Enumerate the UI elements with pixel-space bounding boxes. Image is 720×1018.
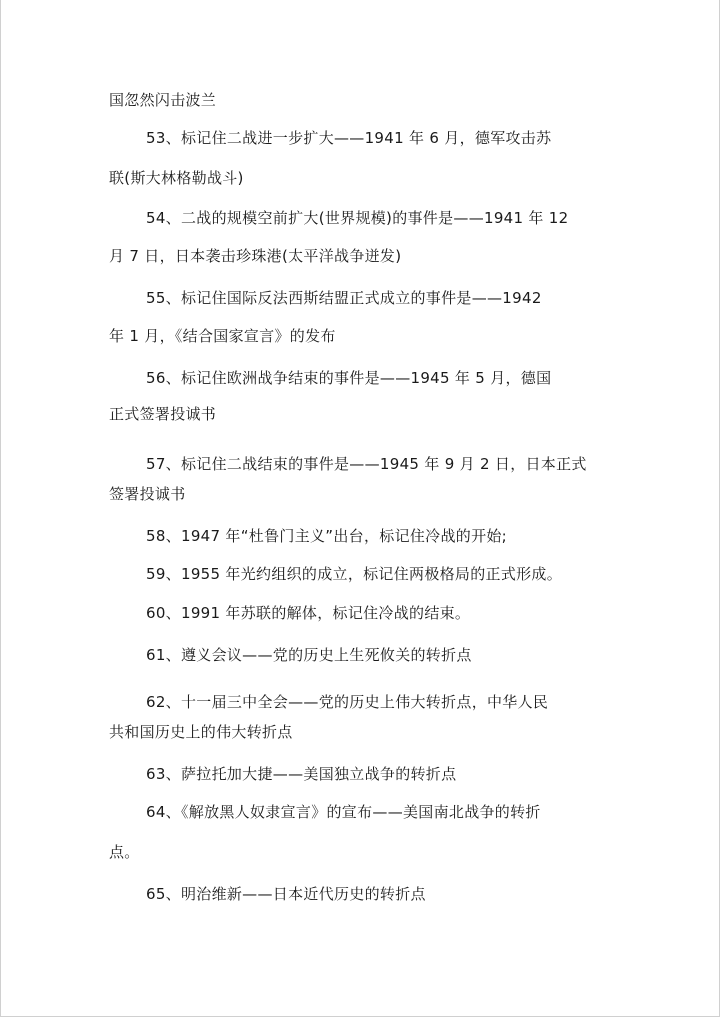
text-line: 65、明治维新——日本近代历史的转折点 xyxy=(146,885,426,903)
text-line: 54、二战的规模空前扩大(世界规模)的事件是——1941 年 12 xyxy=(146,209,569,227)
text-line: 57、标记住二战结束的事件是——1945 年 9 月 2 日，日本正式 xyxy=(146,455,587,473)
text-line: 共和国历史上的伟大转折点 xyxy=(109,723,293,741)
text-line: 联(斯大林格勒战斗) xyxy=(109,169,244,187)
text-line: 点。 xyxy=(109,843,140,861)
text-line: 年 1 月，《结合国家宣言》的发布 xyxy=(109,327,336,345)
text-line: 64、《解放黑人奴隶宣言》的宣布——美国南北战争的转折 xyxy=(146,803,541,821)
text-line: 56、标记住欧洲战争结束的事件是——1945 年 5 月，德国 xyxy=(146,369,552,387)
text-line: 国忽然闪击波兰 xyxy=(109,91,217,109)
text-line: 59、1955 年光约组织的成立，标记住两极格局的正式形成。 xyxy=(146,565,563,583)
text-line: 61、遵义会议——党的历史上生死攸关的转折点 xyxy=(146,646,472,664)
text-line: 月 7 日，日本袭击珍珠港(太平洋战争迸发) xyxy=(109,247,402,265)
text-line: 55、标记住国际反法西斯结盟正式成立的事件是——1942 xyxy=(146,289,542,307)
text-line: 正式签署投诚书 xyxy=(109,405,217,423)
text-line: 60、1991 年苏联的解体，标记住冷战的结束。 xyxy=(146,604,471,622)
text-line: 62、十一届三中全会——党的历史上伟大转折点，中华人民 xyxy=(146,693,549,711)
text-line: 53、标记住二战进一步扩大——1941 年 6 月，德军攻击苏 xyxy=(146,129,552,147)
text-line: 63、萨拉托加大捷——美国独立战争的转折点 xyxy=(146,765,457,783)
text-line: 签署投诚书 xyxy=(109,485,186,503)
text-line: 58、1947 年“杜鲁门主义”出台，标记住冷战的开始; xyxy=(146,527,508,545)
